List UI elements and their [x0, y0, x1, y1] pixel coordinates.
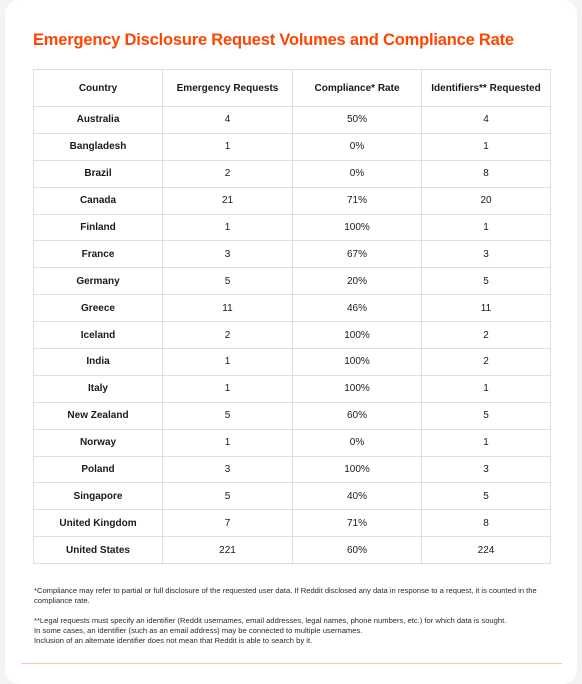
cell-country: Germany: [34, 268, 163, 295]
requests-table: [33, 69, 551, 564]
cell-emergency-requests: 5: [163, 268, 293, 295]
table-row: [34, 510, 551, 537]
cell-identifiers-requested: 5: [422, 402, 551, 429]
cell-compliance-rate: 0%: [293, 160, 422, 187]
table-row: [34, 187, 551, 214]
cell-identifiers-requested: 4: [422, 107, 551, 134]
cell-country: India: [34, 349, 163, 376]
cell-country: Brazil: [34, 160, 163, 187]
report-card: [5, 0, 577, 684]
cell-identifiers-requested: 2: [422, 322, 551, 349]
cell-emergency-requests: 1: [163, 429, 293, 456]
cell-compliance-rate: 100%: [293, 456, 422, 483]
cell-emergency-requests: 11: [163, 295, 293, 322]
cell-compliance-rate: 0%: [293, 133, 422, 160]
identifiers-footnote: [34, 616, 554, 646]
cell-identifiers-requested: 224: [422, 537, 551, 564]
cell-identifiers-requested: 1: [422, 429, 551, 456]
column-header-identifiers-requested: Identifiers** Requested: [422, 70, 551, 107]
column-header-emergency-requests: Emergency Requests: [163, 70, 293, 107]
table-row: [34, 241, 551, 268]
cell-identifiers-requested: 8: [422, 160, 551, 187]
cell-identifiers-requested: 1: [422, 214, 551, 241]
cell-compliance-rate: 50%: [293, 107, 422, 134]
cell-country: United Kingdom: [34, 510, 163, 537]
cell-country: Bangladesh: [34, 133, 163, 160]
table-row: [34, 483, 551, 510]
cell-identifiers-requested: 20: [422, 187, 551, 214]
cell-identifiers-requested: 1: [422, 375, 551, 402]
cell-identifiers-requested: 3: [422, 456, 551, 483]
table-row: [34, 268, 551, 295]
cell-emergency-requests: 3: [163, 456, 293, 483]
header-row: [34, 70, 551, 107]
cell-identifiers-requested: 11: [422, 295, 551, 322]
table-row: [34, 133, 551, 160]
cell-identifiers-requested: 2: [422, 349, 551, 376]
cell-country: Iceland: [34, 322, 163, 349]
cell-identifiers-requested: 8: [422, 510, 551, 537]
cell-emergency-requests: 1: [163, 133, 293, 160]
column-header-compliance-rate: Compliance* Rate: [293, 70, 422, 107]
cell-country: Canada: [34, 187, 163, 214]
cell-compliance-rate: 71%: [293, 510, 422, 537]
cell-emergency-requests: 1: [163, 375, 293, 402]
table-row: [34, 456, 551, 483]
identifiers-footnote-line: **Legal requests must specify an identifier (Reddit usernames, email addresses, legal names, phone numbers, etc.) for which data is sought.: [34, 616, 507, 625]
cell-compliance-rate: 20%: [293, 268, 422, 295]
cell-identifiers-requested: 5: [422, 483, 551, 510]
table-row: [34, 429, 551, 456]
cell-emergency-requests: 2: [163, 322, 293, 349]
table-row: [34, 214, 551, 241]
cell-compliance-rate: 71%: [293, 187, 422, 214]
cell-country: Australia: [34, 107, 163, 134]
cell-emergency-requests: 4: [163, 107, 293, 134]
cell-emergency-requests: 21: [163, 187, 293, 214]
column-header-country: Country: [34, 70, 163, 107]
cell-compliance-rate: 100%: [293, 214, 422, 241]
cell-country: France: [34, 241, 163, 268]
cell-emergency-requests: 2: [163, 160, 293, 187]
identifiers-footnote-line: Inclusion of an alternate identifier does not mean that Reddit is able to search by it.: [34, 636, 313, 645]
cell-compliance-rate: 100%: [293, 349, 422, 376]
cell-emergency-requests: 5: [163, 483, 293, 510]
cell-compliance-rate: 100%: [293, 375, 422, 402]
table-body: [34, 107, 551, 564]
cell-compliance-rate: 100%: [293, 322, 422, 349]
cell-country: Italy: [34, 375, 163, 402]
cell-identifiers-requested: 5: [422, 268, 551, 295]
table-row: [34, 322, 551, 349]
cell-country: Finland: [34, 214, 163, 241]
identifiers-footnote-line: In some cases, an identifier (such as an email address) may be connected to multiple usernames.: [34, 626, 363, 635]
cell-compliance-rate: 60%: [293, 402, 422, 429]
cell-compliance-rate: 40%: [293, 483, 422, 510]
cell-identifiers-requested: 1: [422, 133, 551, 160]
cell-country: Norway: [34, 429, 163, 456]
compliance-footnote: *Compliance may refer to partial or full disclosure of the requested user data. If Reddit disclosed any data in response to a request, it is counted in the compliance rate.: [34, 586, 537, 605]
cell-identifiers-requested: 3: [422, 241, 551, 268]
table-header: [34, 70, 551, 107]
cell-emergency-requests: 3: [163, 241, 293, 268]
cell-emergency-requests: 1: [163, 349, 293, 376]
cell-emergency-requests: 7: [163, 510, 293, 537]
table-row: [34, 160, 551, 187]
cell-country: Singapore: [34, 483, 163, 510]
table-row: [34, 349, 551, 376]
cell-country: Poland: [34, 456, 163, 483]
table-row: [34, 107, 551, 134]
cell-country: Greece: [34, 295, 163, 322]
cell-emergency-requests: 5: [163, 402, 293, 429]
table-row: [34, 537, 551, 564]
cell-country: New Zealand: [34, 402, 163, 429]
cell-compliance-rate: 60%: [293, 537, 422, 564]
cell-compliance-rate: 67%: [293, 241, 422, 268]
divider: [21, 663, 562, 664]
cell-compliance-rate: 46%: [293, 295, 422, 322]
table-row: [34, 295, 551, 322]
cell-compliance-rate: 0%: [293, 429, 422, 456]
table-row: [34, 402, 551, 429]
cell-country: United States: [34, 537, 163, 564]
cell-emergency-requests: 1: [163, 214, 293, 241]
table-row: [34, 375, 551, 402]
page-title: Emergency Disclosure Request Volumes and Compliance Rate: [33, 31, 514, 49]
cell-emergency-requests: 221: [163, 537, 293, 564]
